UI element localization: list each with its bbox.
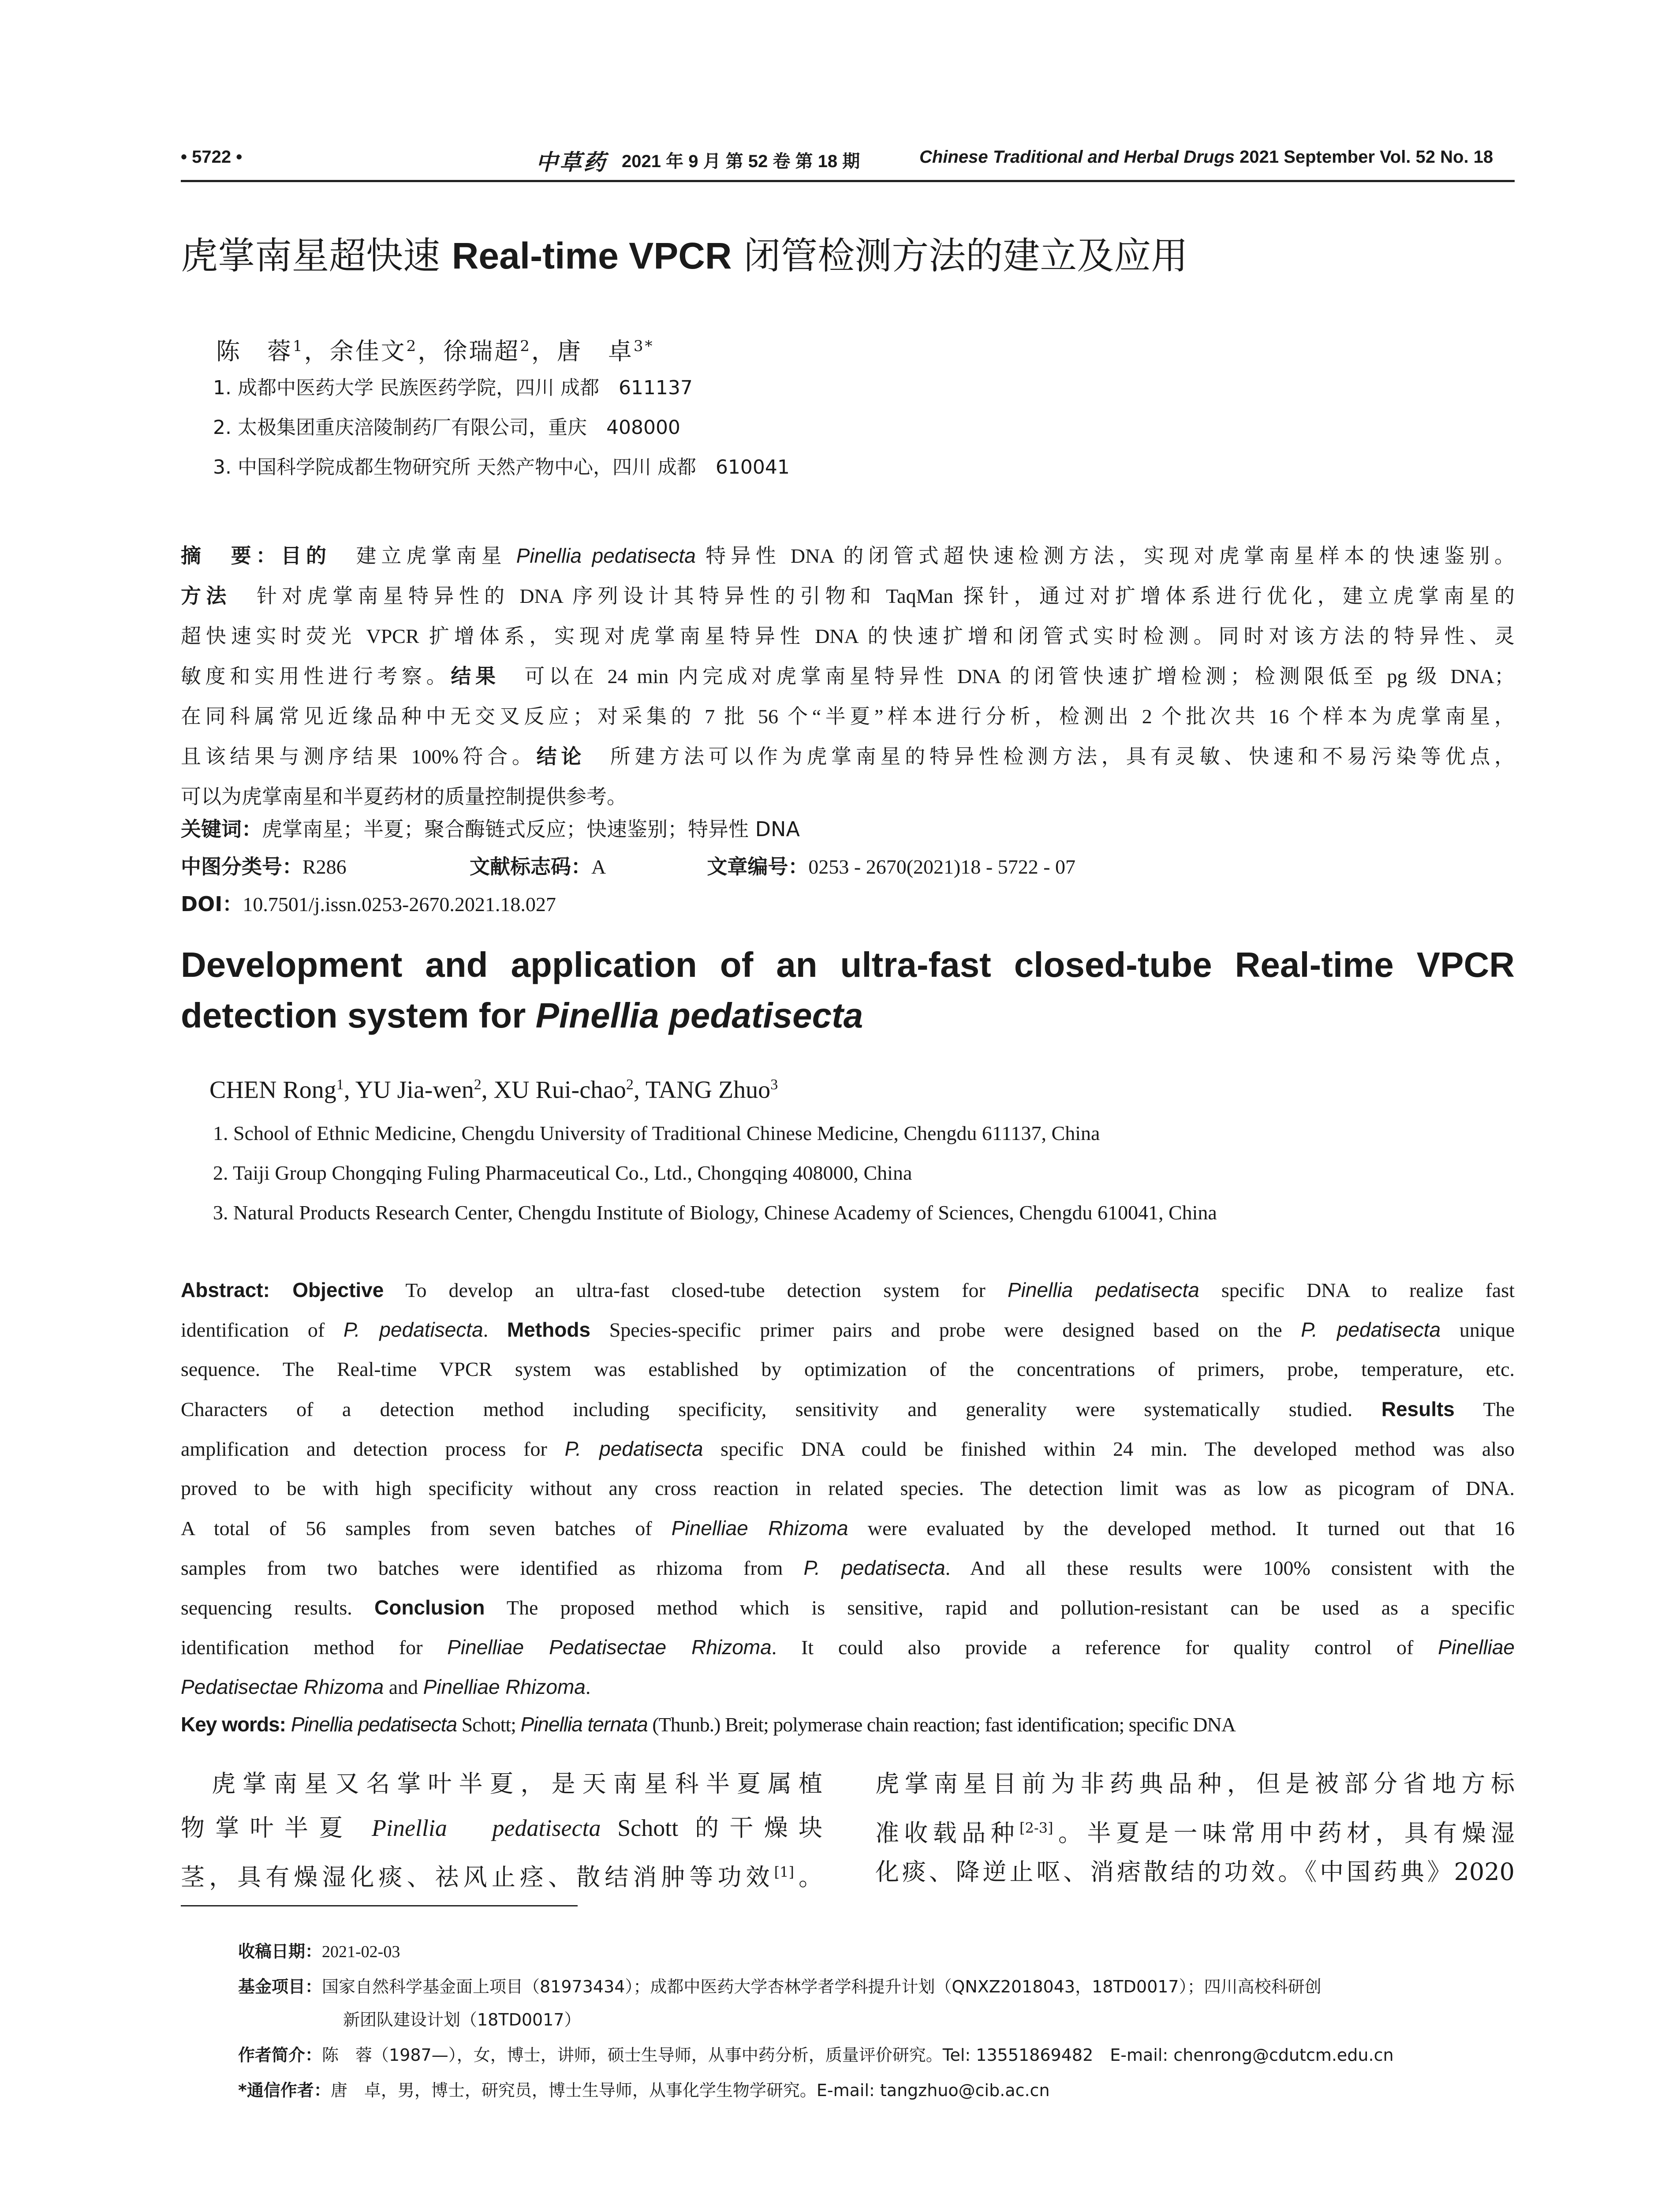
body-right-line: 化痰、降逆止呕、消痞散结的功效。《中国药典》2020 [875, 1858, 1515, 1886]
footnote-fund-cont: 新团队建设计划（18TD0017） [343, 2010, 581, 2029]
keywords-en: Key words: Pinellia pedatisecta Schott; Pinellia ternata (Thunb.) Breit; polymerase chain reaction; fast identification; specific DNA [181, 1713, 1236, 1736]
abstract-en-line: sequencing results. Conclusion The proposed method which is sensitive, rapid and pollution-resistant can be used as a specific [181, 1596, 1515, 1619]
journal-logo: 中草药 [536, 149, 607, 175]
authors-en: CHEN Rong$^1$, YU Jia-wen$^2$, XU Rui-chao$^2$, TANG Zhuo$^3$ [209, 1076, 778, 1104]
affiliation-en: 1. School of Ethnic Medicine, Chengdu University of Traditional Chinese Medicine, Chengdu 611137, China [213, 1122, 1100, 1144]
keywords-cn: 关键词：虎掌南星；半夏；聚合酶链式反应；快速鉴别；特异性 DNA [181, 817, 800, 841]
author: 余佳文 [329, 337, 407, 365]
author: 陈 蓉 [216, 337, 293, 365]
affiliation-en: 2. Taiji Group Chongqing Fuling Pharmaceutical Co., Ltd., Chongqing 408000, China [213, 1162, 912, 1184]
page-number: • 5722 • [181, 147, 243, 167]
title-cn: 虎掌南星超快速 Real-time VPCR 闭管检测方法的建立及应用 [181, 234, 1188, 277]
abstract-cn-line: 可以为虎掌南星和半夏药材的质量控制提供参考。 [181, 785, 627, 808]
author: 徐瑞超 [443, 337, 520, 365]
author: 唐 卓 [556, 337, 634, 365]
authors-cn: 陈 蓉$^1$，余佳文$^2$，徐瑞超$^2$，唐 卓$^{3*}$ [216, 337, 654, 365]
body-left-line: 物掌叶半夏 Pinellia pedatisecta Schott 的干燥块 [181, 1814, 822, 1842]
body-left-line: 虎掌南星又名掌叶半夏，是天南星科半夏属植 [181, 1770, 822, 1798]
abstract-en-line: proved to be with high specificity without any cross reaction in related species. The detection limit was as low as picogram of DNA. [181, 1477, 1515, 1499]
abstract-cn-line: 敏度和实用性进行考察。结果 可以在 24 min 内完成对虎掌南星特异性 DNA 的闭管快速扩增检测；检测限低至 pg 级 DNA； [181, 664, 1515, 688]
abstract-en-line: A total of 56 samples from seven batches of Pinelliae Rhizoma were evaluated by the developed method. It turned out that 16 [181, 1517, 1515, 1540]
author: TANG Zhuo [645, 1076, 771, 1104]
abstract-en-line: Characters of a detection method including specificity, sensitivity and generality were systematically studied. Results The [181, 1398, 1515, 1420]
title-en: Development and application of an ultra-fast closed-tube Real-time VPCR detection system for Pinellia pedatisecta [181, 945, 1515, 1035]
abstract-cn-line: 在同科属常见近缘品种中无交叉反应；对采集的 7 批 56 个“半夏”样本进行分析，检测出 2 个批次共 16 个样本为虎掌南星， [181, 705, 1515, 728]
affiliation-cn: 2. 太极集团重庆涪陵制药厂有限公司，重庆 408000 [213, 416, 680, 439]
footnote-corresponding: *通信作者：唐 卓，男，博士，研究员，博士生导师，从事化学生物学研究。E-mail: tangzhuo@cib.ac.cn [238, 2081, 1050, 2100]
abstract-en-line: Pedatisectae Rhizoma and Pinelliae Rhizoma. [181, 1675, 591, 1698]
abstract-en-line: identification method for Pinelliae Pedatisectae Rhizoma. It could also provide a reference for quality control of Pinelliae [181, 1636, 1515, 1659]
affiliation-cn: 1. 成都中医药大学 民族医药学院，四川 成都 611137 [213, 377, 693, 399]
issue-en: Chinese Traditional and Herbal Drugs 2021 September Vol. 52 No. 18 [919, 147, 1493, 167]
classification: 中图分类号：R286 文献标志码：A 文章编号：0253 - 2670(2021)18 - 5722 - 07 [181, 855, 1076, 878]
abstract-en-line: Abstract: Objective To develop an ultra-fast closed-tube detection system for Pinellia pedatisecta specific DNA to realize fast [181, 1278, 1515, 1301]
footnote-author: 作者简介：陈 蓉（1987—），女，博士，讲师，硕士生导师，从事中药分析，质量评价研究。Tel: 13551869482 E-mail: chenrong@cdutcm.edu.cn [238, 2045, 1394, 2065]
author: XU Rui-chao [493, 1076, 626, 1104]
footnote-received: 收稿日期：2021-02-03 [238, 1942, 400, 1961]
author: YU Jia-wen [355, 1076, 474, 1104]
body-right-line: 虎掌南星目前为非药典品种，但是被部分省地方标 [875, 1770, 1515, 1798]
footnote-fund: 基金项目：国家自然科学基金面上项目（81973434）；成都中医药大学杏林学者学科提升计划（QNXZ2018043，18TD0017）；四川高校科研创 [238, 1977, 1322, 1996]
abstract-cn-line: 摘 要：目的 建立虎掌南星 Pinellia pedatisecta 特异性 DNA 的闭管式超快速检测方法，实现对虎掌南星样本的快速鉴别。 [181, 544, 1515, 568]
abstract-en-line: sequence. The Real-time VPCR system was established by optimization of the concentrations of primers, probe, temperature, etc. [181, 1358, 1515, 1380]
abstract-en-line: amplification and detection process for P. pedatisecta specific DNA could be finished within 24 min. The developed method was also [181, 1437, 1515, 1460]
footnote-rule [181, 1905, 578, 1906]
abstract-cn-line: 方法 针对虎掌南星特异性的 DNA 序列设计其特异性的引物和 TaqMan 探针，通过对扩增体系进行优化，建立虎掌南星的 [181, 584, 1515, 608]
affiliation-en: 3. Natural Products Research Center, Chengdu Institute of Biology, Chinese Academy of Sciences, Chengdu 610041, China [213, 1201, 1217, 1224]
body-left-line: 茎，具有燥湿化痰、祛风止痉、散结消肿等功效[1]。 [181, 1863, 822, 1891]
affiliation-cn: 3. 中国科学院成都生物研究所 天然产物中心，四川 成都 610041 [213, 456, 790, 478]
running-header [181, 145, 1515, 182]
doi: DOI：10.7501/j.issn.0253-2670.2021.18.027 [181, 892, 556, 916]
abstract-cn-line: 且该结果与测序结果 100%符合。结论 所建方法可以作为虎掌南星的特异性检测方法，具有灵敏、快速和不易污染等优点， [181, 744, 1515, 768]
author: CHEN Rong [209, 1076, 336, 1104]
abstract-en-line: identification of P. pedatisecta. Methods Species-specific primer pairs and probe were designed based on the P. pedatisecta unique [181, 1318, 1515, 1341]
body-right-line: 准收载品种[2-3]。半夏是一味常用中药材，具有燥湿 [875, 1819, 1515, 1847]
abstract-en-line: samples from two batches were identified as rhizoma from P. pedatisecta. And all these results were 100% consistent with the [181, 1556, 1515, 1579]
abstract-cn-line: 超快速实时荧光 VPCR 扩增体系，实现对虎掌南星特异性 DNA 的快速扩增和闭管式实时检测。同时对该方法的特异性、灵 [181, 625, 1515, 647]
issue-cn: 2021 年 9 月 第 52 卷 第 18 期 [622, 152, 860, 171]
